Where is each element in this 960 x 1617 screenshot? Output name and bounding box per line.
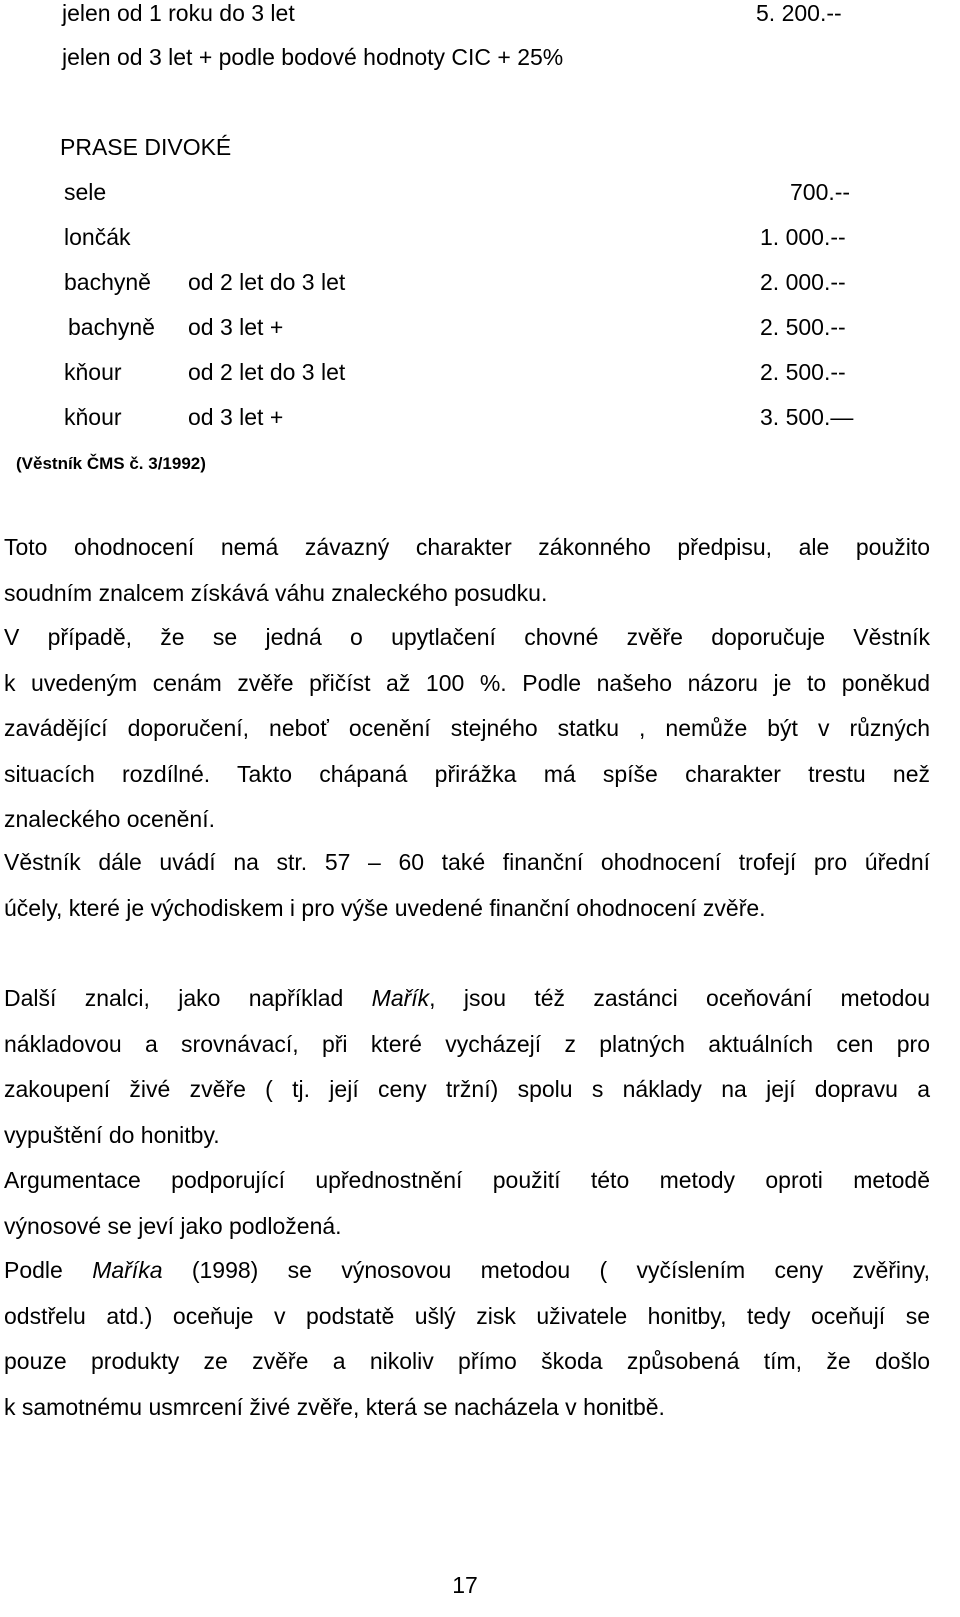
- boar-row-amount: 2. 500.--: [760, 314, 846, 340]
- boar-row-amount: 700.--: [790, 179, 851, 205]
- text-line: pouze produkty ze zvěře a nikoliv přímo škoda způsobená tím, že došlo: [4, 1348, 930, 1374]
- paragraph: [4, 1158, 930, 1249]
- paragraph: [4, 1248, 930, 1430]
- boar-row-label: kňour: [64, 359, 122, 385]
- deer-row-label: jelen od 3 let + podle bodové hodnoty CIC + 25%: [62, 44, 564, 70]
- boar-row-amount: 2. 000.--: [760, 269, 846, 295]
- page-number: 17: [452, 1572, 478, 1598]
- boar-row-label: kňour: [64, 404, 122, 430]
- text-line: k samotnému usmrcení živé zvěře, která se nacházela v honitbě.: [4, 1393, 665, 1420]
- boar-row-amount: 1. 000.--: [760, 224, 846, 250]
- boar-row-label: lončák: [64, 224, 131, 250]
- text-line: nákladovou a srovnávací, při které vycházejí z platných aktuálních cen pro: [4, 1030, 930, 1057]
- boar-row-amount: 3. 500.—: [760, 404, 854, 430]
- text-line: Toto ohodnocení nemá závazný charakter zákonného předpisu, ale použito: [4, 534, 930, 560]
- boar-row-age: od 2 let do 3 let: [188, 359, 346, 385]
- text-run: (1998) se výnosovou metodou ( vyčíslením ceny zvěřiny,: [162, 1257, 930, 1283]
- text-line: výnosové se jeví jako podložená.: [4, 1212, 342, 1239]
- text-line: V případě, že se jedná o upytlačení chovné zvěře doporučuje Věstník: [4, 624, 930, 650]
- text-run: , jsou též zastánci oceňování metodou: [429, 985, 930, 1011]
- paragraph: [4, 976, 930, 1158]
- author-name: Mařík: [371, 985, 430, 1011]
- text-line: zakoupení živé zvěře ( tj. její ceny tržní) spolu s náklady na její dopravu a: [4, 1076, 930, 1102]
- text-line: účely, které je východiskem i pro výše uvedené finanční ohodnocení zvěře.: [4, 894, 766, 921]
- deer-row-amount: 5. 200.--: [756, 0, 842, 26]
- boar-row-age: od 3 let +: [188, 314, 284, 340]
- text-line: Věstník dále uvádí na str. 57 – 60 také finanční ohodnocení trofejí pro úřední: [4, 849, 930, 875]
- section-heading: PRASE DIVOKÉ: [60, 134, 232, 160]
- text-line: soudním znalcem získává váhu znaleckého posudku.: [4, 579, 548, 606]
- paragraph: [4, 840, 930, 931]
- source-citation: (Věstník ČMS č. 3/1992): [16, 454, 206, 473]
- text-line: k uvedeným cenám zvěře přičíst až 100 %. Podle našeho názoru je to poněkud: [4, 669, 930, 696]
- paragraph: [4, 615, 930, 843]
- author-name: Maříka: [92, 1257, 163, 1283]
- text-line: vypuštění do honitby.: [4, 1121, 220, 1148]
- boar-row-amount: 2. 500.--: [760, 359, 846, 385]
- text-line: zavádějící doporučení, neboť ocenění stejného statku , nemůže být v různých: [4, 715, 930, 741]
- boar-row-label: sele: [64, 179, 107, 205]
- text-line: situacích rozdílné. Takto chápaná přirážka má spíše charakter trestu než: [4, 760, 930, 787]
- paragraph: [4, 525, 930, 616]
- text-line: znaleckého ocenění.: [4, 806, 215, 832]
- text-line: Argumentace podporující upřednostnění použití této metody oproti metodě: [4, 1167, 930, 1193]
- boar-row-label: bachyně: [68, 314, 155, 340]
- boar-row-label: bachyně: [64, 269, 151, 295]
- text-line: odstřelu atd.) oceňuje v podstatě ušlý zisk uživatele honitby, tedy oceňují se: [4, 1302, 930, 1329]
- text-line: [4, 976, 930, 1022]
- text-line: [4, 1248, 930, 1294]
- boar-row-age: od 3 let +: [188, 404, 284, 430]
- deer-row-label: jelen od 1 roku do 3 let: [62, 0, 295, 26]
- text-run: Další znalci, jako například: [4, 985, 372, 1011]
- boar-row-age: od 2 let do 3 let: [188, 269, 346, 295]
- text-run: Podle: [4, 1257, 93, 1283]
